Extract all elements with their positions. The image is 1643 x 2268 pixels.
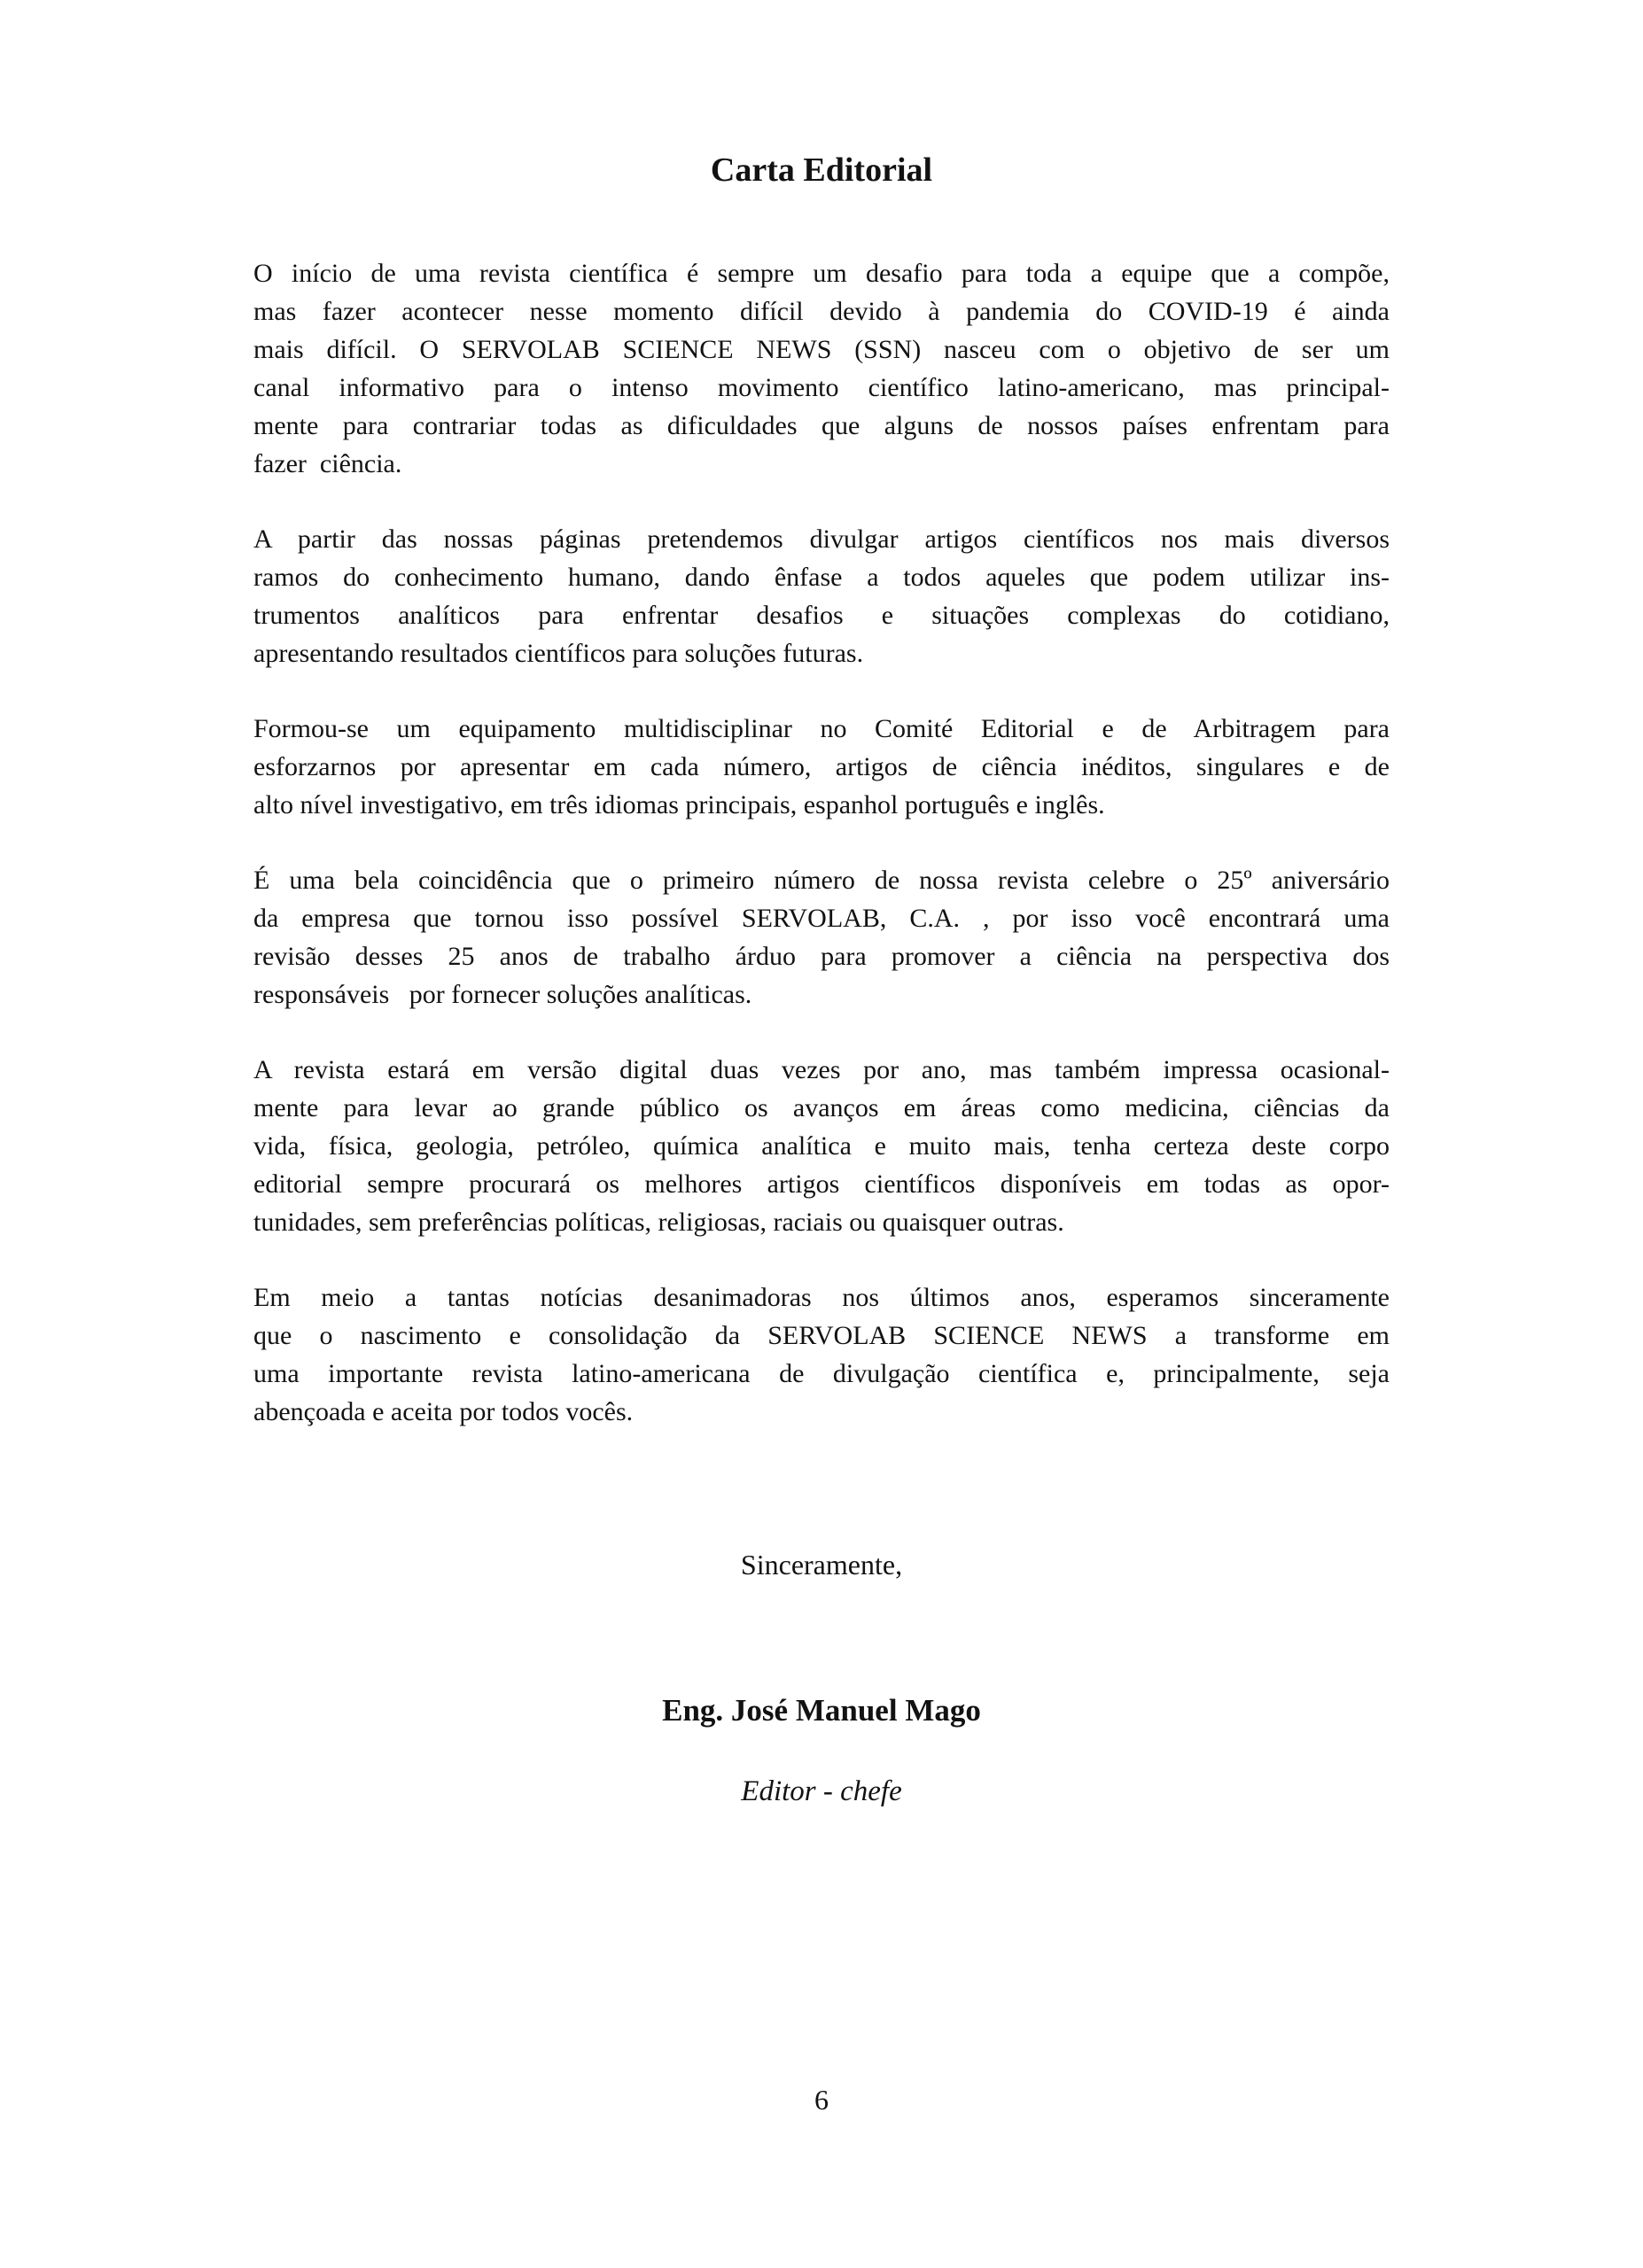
text-line: uma importante revista latino-americana de divulgação científica e, principalmente, seja bbox=[253, 1359, 1390, 1388]
paragraph bbox=[253, 1278, 1390, 1431]
letter-content bbox=[253, 0, 1390, 1811]
text-line: É uma bela coincidência que o primeiro número de nossa revista celebre o 25º aniversário bbox=[253, 866, 1390, 895]
paragraph bbox=[253, 520, 1390, 672]
text-line: Em meio a tantas notícias desanimadoras nos últimos anos, esperamos sinceramente bbox=[253, 1283, 1390, 1312]
paragraph bbox=[253, 710, 1390, 824]
text-line: canal informativo para o intenso movimento científico latino-americano, mas principal- bbox=[253, 373, 1390, 402]
text-line: da empresa que tornou isso possível SERVOLAB, C.A. , por isso você encontrará uma bbox=[253, 904, 1390, 933]
text-line: esforzarnos por apresentar em cada número, artigos de ciência inéditos, singulares e de bbox=[253, 752, 1390, 781]
text-line: alto nível investigativo, em três idiomas principais, espanhol português e inglês. bbox=[253, 790, 1105, 819]
text-line: mais difícil. O SERVOLAB SCIENCE NEWS (SSN) nasceu com o objetivo de ser um bbox=[253, 335, 1390, 364]
text-line: vida, física, geologia, petróleo, química analítica e muito mais, tenha certeza deste corpo bbox=[253, 1131, 1390, 1161]
text-line: A partir das nossas páginas pretendemos divulgar artigos científicos nos mais diversos bbox=[253, 524, 1390, 554]
signature-name: Eng. José Manuel Mago bbox=[662, 1693, 981, 1728]
paragraph bbox=[253, 1051, 1390, 1241]
text-line: revisão desses 25 anos de trabalho árduo para promover a ciência na perspectiva dos bbox=[253, 942, 1390, 971]
text-line: apresentando resultados científicos para soluções futuras. bbox=[253, 639, 864, 668]
text-line: mente para levar ao grande público os avanços em áreas como medicina, ciências da bbox=[253, 1093, 1390, 1122]
text-line: mente para contrariar todas as dificuldades que alguns de nossos países enfrentam para bbox=[253, 411, 1390, 440]
text-line: trumentos analíticos para enfrentar desafios e situações complexas do cotidiano, bbox=[253, 601, 1390, 630]
text-line: que o nascimento e consolidação da SERVOLAB SCIENCE NEWS a transforme em bbox=[253, 1321, 1390, 1350]
text-line: ramos do conhecimento humano, dando ênfase a todos aqueles que podem utilizar ins- bbox=[253, 563, 1390, 592]
paragraph bbox=[253, 254, 1390, 483]
text-line: Formou-se um equipamento multidisciplinar no Comité Editorial e de Arbitragem para bbox=[253, 714, 1390, 743]
text-line: responsáveis por fornecer soluções analíticas. bbox=[253, 980, 752, 1009]
page-title: Carta Editorial bbox=[710, 151, 933, 189]
text-line: A revista estará em versão digital duas vezes por ano, mas também impressa ocasional- bbox=[253, 1055, 1390, 1084]
page-number: 6 bbox=[814, 2084, 829, 2116]
letter-body bbox=[253, 254, 1390, 1431]
text-line: tunidades, sem preferências políticas, religiosas, raciais ou quaisquer outras. bbox=[253, 1208, 1064, 1237]
text-line: fazer ciência. bbox=[253, 449, 402, 478]
paragraph bbox=[253, 861, 1390, 1014]
text-line: mas fazer acontecer nesse momento difícil devido à pandemia do COVID-19 é ainda bbox=[253, 297, 1390, 326]
text-line: abençoada e aceita por todos vocês. bbox=[253, 1397, 634, 1426]
text-line: O início de uma revista científica é sempre um desafio para toda a equipe que a compõe, bbox=[253, 259, 1390, 288]
text-line: editorial sempre procurará os melhores artigos científicos disponíveis em todas as opor- bbox=[253, 1169, 1390, 1199]
closing-salutation: Sinceramente, bbox=[740, 1549, 903, 1581]
signature-role: Editor - chefe bbox=[741, 1775, 902, 1807]
